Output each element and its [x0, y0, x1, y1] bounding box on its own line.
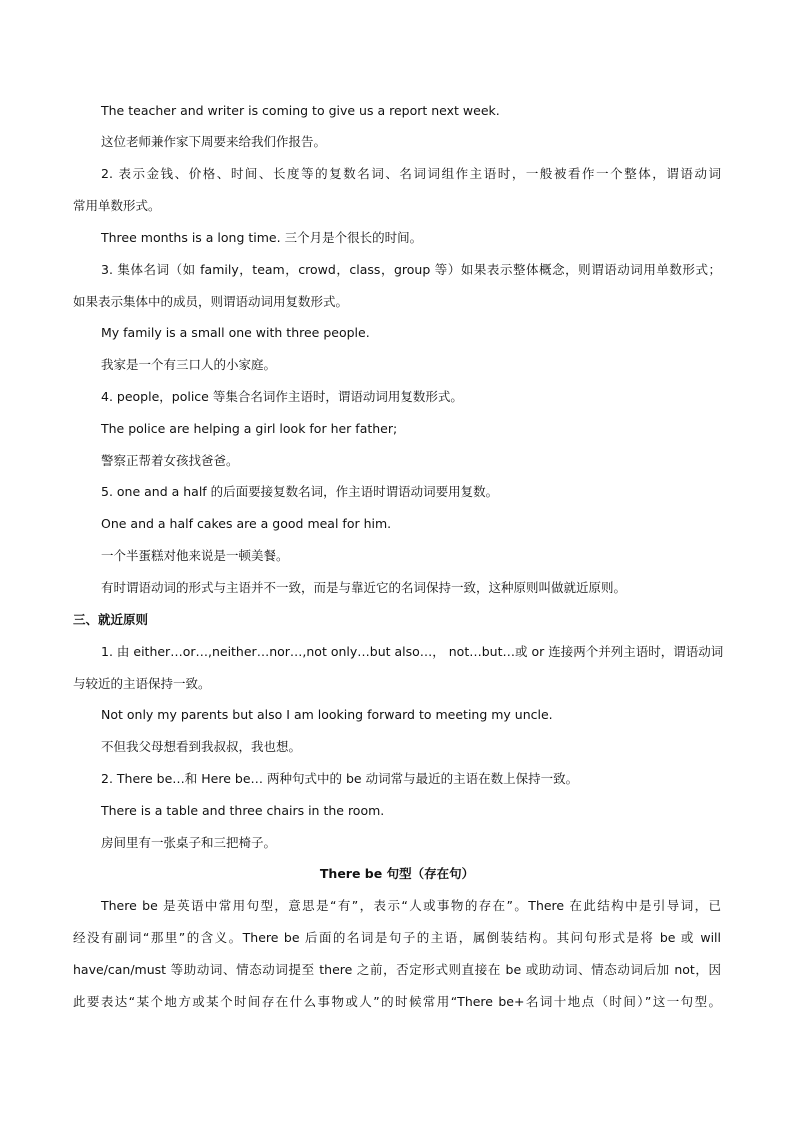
rule-3-text-cont: 如果表示集体中的成员，则谓语动词用复数形式。: [73, 294, 349, 309]
proximity-rule-1: 1. 由 either…or…,neither…nor…,not only…but also…， not…but…或 or 连接两个并列主语时，谓语动词: [101, 644, 724, 659]
example-sentence: Three months is a long time. 三个月是个很长的时间。: [101, 230, 423, 245]
principle-intro: 有时谓语动词的形式与主语并不一致，而是与靠近它的名词保持一致，这种原则叫做就近原则。: [101, 580, 627, 595]
rule-4-text: 4. people，police 等集合名词作主语时，谓语动词用复数形式。: [101, 389, 463, 404]
rule-3-text: 3. 集体名词（如 family，team，crowd，class，group 等）如果表示整体概念，则谓语动词用单数形式；: [101, 262, 721, 277]
example-sentence: The police are helping a girl look for her father;: [101, 421, 398, 436]
there-be-paragraph: have/can/must 等助动词、情态动词提至 there 之前，否定形式则直接在 be 或助动词、情态动词后加 not，因: [73, 962, 721, 977]
example-translation: 一个半蛋糕对他来说是一顿美餐。: [101, 548, 289, 563]
example-sentence: There is a table and three chairs in the room.: [101, 803, 385, 818]
there-be-paragraph: There be 是英语中常用句型，意思是“有”，表示“人或事物的存在”。There 在此结构中是引导词，已: [101, 898, 721, 913]
example-translation: 我家是一个有三口人的小家庭。: [101, 357, 277, 372]
there-be-title: There be 句型（存在句）: [319, 866, 475, 881]
example-translation: 这位老师兼作家下周要来给我们作报告。: [101, 134, 327, 149]
example-sentence: The teacher and writer is coming to give us a report next week.: [101, 103, 500, 118]
example-translation: 房间里有一张桌子和三把椅子。: [101, 835, 277, 850]
example-sentence: One and a half cakes are a good meal for him.: [101, 516, 392, 531]
section-heading: 三、就近原则: [73, 612, 149, 627]
proximity-rule-2: 2. There be…和 Here be… 两种句式中的 be 动词常与最近的主语在数上保持一致。: [101, 771, 579, 786]
rule-5-text: 5. one and a half 的后面要接复数名词，作主语时谓语动词要用复数。: [101, 484, 499, 499]
example-sentence: My family is a small one with three people.: [101, 325, 370, 340]
there-be-paragraph: 此要表达“某个地方或某个时间存在什么事物或人”的时候常用“There be+名词十地点（时间）”这一句型。: [73, 994, 721, 1009]
proximity-rule-1-cont: 与较近的主语保持一致。: [73, 676, 211, 691]
there-be-paragraph: 经没有副词“那里”的含义。There be 后面的名词是句子的主语，属倒装结构。其问句形式是将 be 或 will: [73, 930, 722, 945]
example-translation: 不但我父母想看到我叔叔，我也想。: [101, 739, 302, 754]
rule-2-text: 2. 表示金钱、价格、时间、长度等的复数名词、名词词组作主语时，一般被看作一个整体，谓语动词: [101, 166, 721, 181]
example-sentence: Not only my parents but also I am looking forward to meeting my uncle.: [101, 707, 553, 722]
example-translation: 警察正帮着女孩找爸爸。: [101, 453, 239, 468]
rule-2-text-cont: 常用单数形式。: [73, 198, 161, 213]
